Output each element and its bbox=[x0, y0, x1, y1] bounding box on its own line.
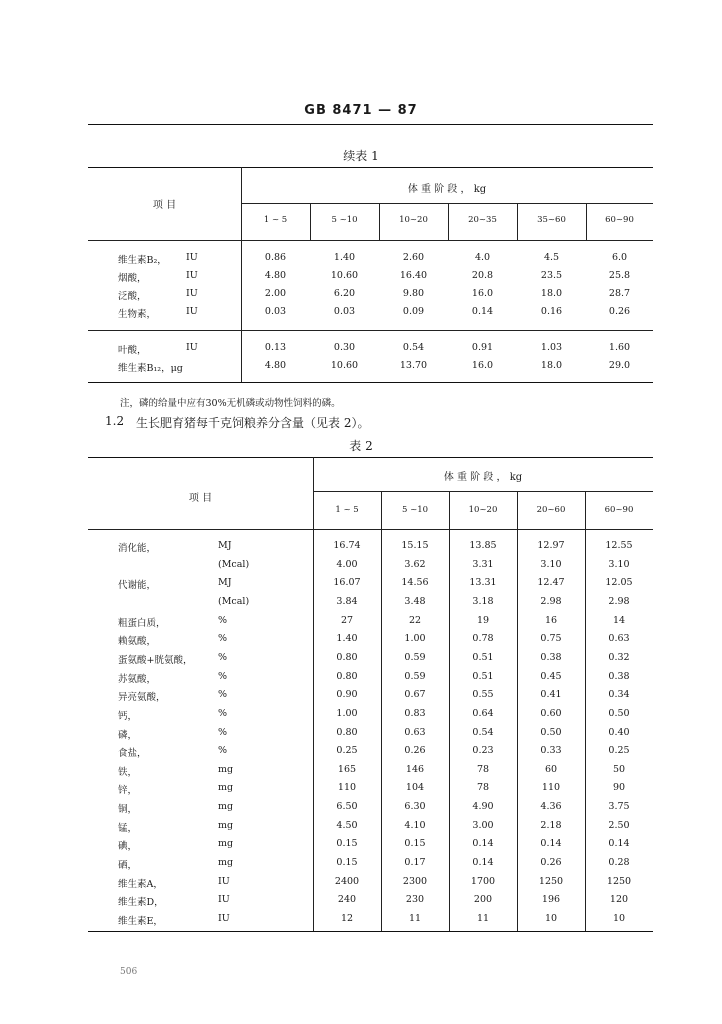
table2-cell: 0.55 bbox=[472, 689, 494, 700]
table2-cell: 0.51 bbox=[472, 671, 494, 682]
table2-cell: 1.00 bbox=[336, 708, 358, 719]
table2-cell: 12.05 bbox=[605, 577, 633, 588]
table1-cell: 0.09 bbox=[402, 306, 425, 317]
table1-cell: 0.13 bbox=[264, 342, 287, 353]
table1-cell: 0.03 bbox=[333, 306, 356, 317]
table2-cell: 0.15 bbox=[336, 838, 358, 849]
table2-cell: 0.80 bbox=[336, 671, 358, 682]
table2-column-header: 60~90 bbox=[604, 505, 634, 515]
header-rule bbox=[88, 124, 653, 125]
table2-cell: 14.56 bbox=[401, 577, 429, 588]
table2-cell: 0.64 bbox=[472, 708, 494, 719]
table2-cell: 1250 bbox=[606, 876, 632, 887]
table1-cell: 16.0 bbox=[471, 360, 494, 371]
table2-column-header: 1 ~ 5 bbox=[335, 505, 359, 515]
table1-cell: 18.0 bbox=[540, 288, 563, 299]
table2-cell: 14 bbox=[612, 615, 626, 626]
table1-row-unit: IU bbox=[186, 270, 198, 281]
table1-cell: 1.40 bbox=[333, 252, 356, 263]
section-text: 生长肥育猪每千克饲粮养分含量（见表 2）。 bbox=[136, 416, 370, 430]
table2-cell: 27 bbox=[340, 615, 354, 626]
table2-row-label: 硒， bbox=[118, 860, 138, 871]
table2-caption: 表 2 bbox=[349, 439, 373, 453]
table2-cell: 22 bbox=[408, 615, 422, 626]
table2-row-unit: % bbox=[218, 633, 228, 644]
table1-row-label: 叶酸， bbox=[118, 345, 147, 356]
table2-cell: 0.59 bbox=[404, 671, 426, 682]
table1-cell: 6.0 bbox=[611, 252, 628, 263]
table2-row-label: 维生素A， bbox=[118, 879, 163, 890]
table2-cell: 0.90 bbox=[336, 689, 358, 700]
table1-cell: 0.91 bbox=[471, 342, 494, 353]
table1-cell: 18.0 bbox=[540, 360, 563, 371]
table2-cell: 3.10 bbox=[540, 559, 562, 570]
table2-cell: 6.50 bbox=[336, 801, 358, 812]
table2-cell: 230 bbox=[405, 894, 425, 905]
table2-row-unit: mg bbox=[218, 782, 234, 793]
table2-row-unit: IU bbox=[218, 876, 230, 887]
table1-cell: 10.60 bbox=[330, 360, 359, 371]
table2-row-label: 维生素D， bbox=[118, 897, 164, 908]
table2-cell: 3.10 bbox=[608, 559, 630, 570]
table2-cell: 78 bbox=[476, 782, 490, 793]
table1-cell: 2.00 bbox=[264, 288, 287, 299]
table2-cell: 3.62 bbox=[404, 559, 426, 570]
table1-cell: 10.60 bbox=[330, 270, 359, 281]
table2-cell: 0.63 bbox=[404, 727, 426, 738]
table1-cell: 4.80 bbox=[264, 270, 287, 281]
table1-mid-rule bbox=[88, 330, 653, 331]
table2-cell: 0.33 bbox=[540, 745, 562, 756]
table1-row-unit: IU bbox=[186, 342, 198, 353]
table1-row-label: 烟酸， bbox=[118, 273, 147, 284]
table2-row-label: 钙， bbox=[118, 711, 138, 722]
table2-row-unit: (Mcal) bbox=[218, 596, 250, 607]
table1-caption: 续表 1 bbox=[343, 149, 379, 163]
table2-cell: 3.48 bbox=[404, 596, 426, 607]
table2-row-label: 铁， bbox=[118, 767, 138, 778]
table1-cell: 9.80 bbox=[402, 288, 425, 299]
table2-cell: 0.23 bbox=[472, 745, 494, 756]
table2-row-unit: % bbox=[218, 671, 228, 682]
table2-row-unit: % bbox=[218, 652, 228, 663]
table2-cell: 2300 bbox=[402, 876, 428, 887]
section-number: 1.2 bbox=[105, 414, 125, 428]
table1-cell: 13.70 bbox=[399, 360, 428, 371]
table1-cell: 0.86 bbox=[264, 252, 287, 263]
table1-column-header: 1 ~ 5 bbox=[263, 215, 288, 225]
page-number: 506 bbox=[120, 967, 138, 977]
table2-cell: 4.00 bbox=[336, 559, 358, 570]
table1-column-header: 60~90 bbox=[605, 215, 634, 225]
table2-cell: 4.10 bbox=[404, 820, 426, 831]
table2-cell: 12.47 bbox=[537, 577, 565, 588]
table2-top-rule bbox=[88, 457, 653, 458]
table2-row-label: 食盐， bbox=[118, 748, 147, 759]
table2-cell: 120 bbox=[609, 894, 629, 905]
table2-cell: 90 bbox=[612, 782, 626, 793]
table2-row-label: 维生素E， bbox=[118, 916, 163, 927]
table1-cell: 0.16 bbox=[540, 306, 563, 317]
table1-cell: 28.7 bbox=[608, 288, 631, 299]
table2-row-unit: % bbox=[218, 727, 228, 738]
table2-cell: 50 bbox=[612, 764, 626, 775]
table2-row-unit: mg bbox=[218, 764, 234, 775]
table1-cell: 6.20 bbox=[333, 288, 356, 299]
table2-cell: 1250 bbox=[538, 876, 564, 887]
table1-row-unit: IU bbox=[186, 252, 198, 263]
table2-cell: 0.25 bbox=[336, 745, 358, 756]
table2-item-header: 项 目 bbox=[188, 493, 213, 504]
table1-column-header: 5 ~10 bbox=[331, 215, 358, 225]
table1-item-header: 项 目 bbox=[152, 200, 177, 211]
table2-cell: 0.54 bbox=[472, 727, 494, 738]
table2-stage-rule bbox=[313, 491, 653, 492]
table2-cell: 0.15 bbox=[404, 838, 426, 849]
table2-cell: 0.14 bbox=[608, 838, 630, 849]
table2-cell: 78 bbox=[476, 764, 490, 775]
table2-cell: 10 bbox=[612, 913, 626, 924]
table2-row-unit: mg bbox=[218, 857, 234, 868]
table1-cell: 4.80 bbox=[264, 360, 287, 371]
table2-row-unit: % bbox=[218, 689, 228, 700]
table2-cell: 0.14 bbox=[540, 838, 562, 849]
table2-row-label: 碘， bbox=[118, 841, 138, 852]
table2-cell: 200 bbox=[473, 894, 493, 905]
table2-cell: 240 bbox=[337, 894, 357, 905]
table2-cell: 0.80 bbox=[336, 652, 358, 663]
table2-row-unit: MJ bbox=[218, 577, 232, 588]
table2-row-unit: % bbox=[218, 708, 228, 719]
table1-cell: 2.60 bbox=[402, 252, 425, 263]
table1-row-label: 生物素， bbox=[118, 309, 157, 320]
table2-cell: 0.38 bbox=[540, 652, 562, 663]
table2-cell: 0.25 bbox=[608, 745, 630, 756]
table2-cell: 2400 bbox=[334, 876, 360, 887]
table1-header-divider bbox=[241, 167, 242, 241]
table2-cell: 13.85 bbox=[469, 540, 497, 551]
table1-cell: 4.0 bbox=[474, 252, 491, 263]
table2-row-label: 赖氨酸， bbox=[118, 636, 157, 647]
table2-row-label: 代谢能， bbox=[118, 580, 157, 591]
table2-row-unit: % bbox=[218, 745, 228, 756]
table1-cell: 23.5 bbox=[540, 270, 563, 281]
table1-body-divider bbox=[241, 240, 242, 382]
table2-cell: 146 bbox=[405, 764, 425, 775]
table1-cell: 0.30 bbox=[333, 342, 356, 353]
table2-cell: 0.28 bbox=[608, 857, 630, 868]
table2-cell: 0.38 bbox=[608, 671, 630, 682]
table1-row-label: 维生素B₁₂，μg bbox=[118, 363, 183, 374]
table2-cell: 0.14 bbox=[472, 838, 494, 849]
table2-cell: 1.00 bbox=[404, 633, 426, 644]
table2-column-header: 10~20 bbox=[468, 505, 498, 515]
table2-cell: 0.78 bbox=[472, 633, 494, 644]
table2-cell: 4.50 bbox=[336, 820, 358, 831]
table1-cell: 16.0 bbox=[471, 288, 494, 299]
table2-cell: 4.36 bbox=[540, 801, 562, 812]
table1-cell: 20.8 bbox=[471, 270, 494, 281]
table2-cell: 0.51 bbox=[472, 652, 494, 663]
table2-row-unit: IU bbox=[218, 894, 230, 905]
table2-row-unit: mg bbox=[218, 820, 234, 831]
table2-cell: 0.75 bbox=[540, 633, 562, 644]
table1-cell: 4.5 bbox=[543, 252, 560, 263]
table1-row-unit: IU bbox=[186, 288, 198, 299]
table2-cell: 10 bbox=[544, 913, 558, 924]
table2-cell: 0.63 bbox=[608, 633, 630, 644]
table2-cell: 0.32 bbox=[608, 652, 630, 663]
table2-cell: 6.30 bbox=[404, 801, 426, 812]
table2-cell: 0.34 bbox=[608, 689, 630, 700]
table2-cell: 0.41 bbox=[540, 689, 562, 700]
table1-stage-rule bbox=[241, 203, 653, 204]
table2-row-label: 蛋氨酸+胱氨酸， bbox=[118, 655, 193, 666]
table2-cell: 0.80 bbox=[336, 727, 358, 738]
table2-cell: 0.83 bbox=[404, 708, 426, 719]
table2-cell: 2.98 bbox=[540, 596, 562, 607]
table2-cell: 19 bbox=[476, 615, 490, 626]
table2-column-header: 20~60 bbox=[536, 505, 566, 515]
table2-row-label: 粗蛋白质， bbox=[118, 618, 166, 629]
table1-cell: 16.40 bbox=[399, 270, 428, 281]
table1-row-label: 泛酸， bbox=[118, 291, 147, 302]
table1-row-unit: IU bbox=[186, 306, 198, 317]
table2-cell: 3.75 bbox=[608, 801, 630, 812]
table2-row-unit: IU bbox=[218, 913, 230, 924]
table2-row-unit: MJ bbox=[218, 540, 232, 551]
table2-cell: 15.15 bbox=[401, 540, 429, 551]
table2-row-unit: % bbox=[218, 615, 228, 626]
table2-cell: 0.67 bbox=[404, 689, 426, 700]
table2-cell: 110 bbox=[337, 782, 357, 793]
table1-cell: 0.14 bbox=[471, 306, 494, 317]
table2-cell: 16.74 bbox=[333, 540, 361, 551]
table2-row-label: 铜， bbox=[118, 804, 138, 815]
table2-header-bottom-rule bbox=[88, 529, 653, 530]
table2-column-header: 5 ~10 bbox=[401, 505, 429, 515]
table2-cell: 12.55 bbox=[605, 540, 633, 551]
table2-row-label: 锰， bbox=[118, 823, 138, 834]
table1-column-header: 35~60 bbox=[537, 215, 566, 225]
table1-cell: 29.0 bbox=[608, 360, 631, 371]
table1-cell: 0.03 bbox=[264, 306, 287, 317]
table2-row-unit: mg bbox=[218, 801, 234, 812]
table2-row-label: 苏氨酸， bbox=[118, 674, 157, 685]
table2-cell: 0.45 bbox=[540, 671, 562, 682]
table2-row-unit: mg bbox=[218, 838, 234, 849]
table2-cell: 0.26 bbox=[540, 857, 562, 868]
table2-cell: 1700 bbox=[470, 876, 496, 887]
table2-cell: 11 bbox=[408, 913, 422, 924]
table2-cell: 2.98 bbox=[608, 596, 630, 607]
table1-cell: 1.60 bbox=[608, 342, 631, 353]
table1-cell: 1.03 bbox=[540, 342, 563, 353]
table2-cell: 0.15 bbox=[336, 857, 358, 868]
table2-cell: 196 bbox=[541, 894, 561, 905]
table2-cell: 0.26 bbox=[404, 745, 426, 756]
table2-row-label: 异亮氨酸， bbox=[118, 692, 166, 703]
table2-cell: 4.90 bbox=[472, 801, 494, 812]
table1-stage-header: 体 重 阶 段 ， kg bbox=[407, 184, 487, 195]
table2-cell: 16 bbox=[544, 615, 558, 626]
table1-row-label: 维生素B₂， bbox=[118, 255, 167, 266]
table2-cell: 13.31 bbox=[469, 577, 497, 588]
table2-cell: 104 bbox=[405, 782, 425, 793]
table1-cell: 25.8 bbox=[608, 270, 631, 281]
table2-cell: 3.18 bbox=[472, 596, 494, 607]
table2-cell: 3.31 bbox=[472, 559, 494, 570]
table2-cell: 0.17 bbox=[404, 857, 426, 868]
table2-cell: 0.60 bbox=[540, 708, 562, 719]
table1-header-bottom-rule bbox=[88, 240, 653, 241]
table2-cell: 0.40 bbox=[608, 727, 630, 738]
standard-number: GB 8471 — 87 bbox=[304, 103, 418, 118]
table2-cell: 11 bbox=[476, 913, 490, 924]
table2-row-label: 磷， bbox=[118, 730, 138, 741]
table2-cell: 16.07 bbox=[333, 577, 361, 588]
table2-cell: 2.50 bbox=[608, 820, 630, 831]
table2-cell: 2.18 bbox=[540, 820, 562, 831]
table2-cell: 0.50 bbox=[608, 708, 630, 719]
table1-column-header: 20~35 bbox=[468, 215, 497, 225]
table2-cell: 3.00 bbox=[472, 820, 494, 831]
table2-cell: 1.40 bbox=[336, 633, 358, 644]
table1-cell: 0.26 bbox=[608, 306, 631, 317]
table2-cell: 0.59 bbox=[404, 652, 426, 663]
table2-cell: 110 bbox=[541, 782, 561, 793]
table1-note: 注，磷的给量中应有30%无机磷或动物性饲料的磷。 bbox=[120, 398, 341, 409]
table2-row-label: 消化能， bbox=[118, 543, 157, 554]
table2-bottom-rule bbox=[88, 931, 653, 932]
table1-cell: 0.54 bbox=[402, 342, 425, 353]
table1-column-header: 10~20 bbox=[399, 215, 428, 225]
table2-cell: 165 bbox=[337, 764, 357, 775]
table1-bottom-rule bbox=[88, 382, 653, 383]
table2-cell: 12 bbox=[340, 913, 354, 924]
table2-cell: 0.50 bbox=[540, 727, 562, 738]
table2-row-unit: (Mcal) bbox=[218, 559, 250, 570]
table2-stage-header: 体 重 阶 段 ， kg bbox=[443, 472, 523, 483]
table2-cell: 0.14 bbox=[472, 857, 494, 868]
table2-cell: 60 bbox=[544, 764, 558, 775]
table1-top-rule bbox=[88, 167, 653, 168]
table2-cell: 3.84 bbox=[336, 596, 358, 607]
table2-cell: 12.97 bbox=[537, 540, 565, 551]
table2-row-label: 锌， bbox=[118, 785, 138, 796]
